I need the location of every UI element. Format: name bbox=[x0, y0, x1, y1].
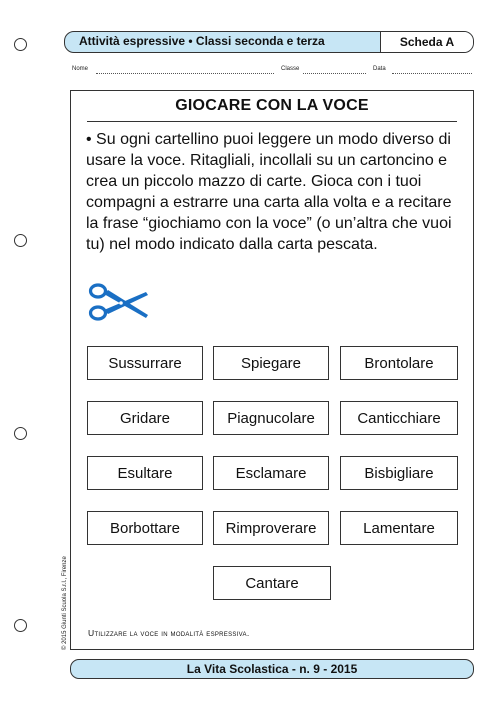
voice-card: Cantare bbox=[213, 566, 331, 600]
voice-card: Gridare bbox=[87, 401, 203, 435]
data-field[interactable] bbox=[392, 73, 472, 74]
voice-card: Spiegare bbox=[213, 346, 329, 380]
header-bar bbox=[64, 31, 474, 53]
scissors-icon bbox=[88, 282, 152, 324]
footer-bar: La Vita Scolastica - n. 9 - 2015 bbox=[70, 659, 474, 679]
header-title: Attività espressive • Classi seconda e terza bbox=[79, 34, 325, 48]
voice-card: Lamentare bbox=[340, 511, 458, 545]
voice-card: Brontolare bbox=[340, 346, 458, 380]
voice-card: Borbottare bbox=[87, 511, 203, 545]
classe-label: Classe bbox=[281, 66, 300, 72]
instructions-text: • Su ogni cartellino puoi leggere un modo diverso di usare la voce. Ritagliali, incollali su un cartoncino e crea un piccolo mazzo di carte. Gioca con i tuoi compagni a estrarre una carta alla volta e a recitare la frase “giochiamo con la voce” (o un’altra che vuoi tu) nel modo indicato dalla carta pescata. bbox=[86, 131, 452, 253]
copyright-text: © 2015 Giunti Scuola S.r.l., Firenze bbox=[62, 556, 68, 650]
binder-hole-4 bbox=[14, 619, 27, 632]
voice-card: Canticchiare bbox=[340, 401, 458, 435]
binder-hole-3 bbox=[14, 427, 27, 440]
voice-card: Esclamare bbox=[213, 456, 329, 490]
voice-card: Bisbigliare bbox=[340, 456, 458, 490]
voice-card: Esultare bbox=[87, 456, 203, 490]
binder-hole-2 bbox=[14, 234, 27, 247]
binder-hole-1 bbox=[14, 38, 27, 51]
voice-card: Rimproverare bbox=[213, 511, 329, 545]
nome-field[interactable] bbox=[96, 73, 274, 74]
voice-card: Piagnucolare bbox=[213, 401, 329, 435]
voice-card: Sussurrare bbox=[87, 346, 203, 380]
classe-field[interactable] bbox=[303, 73, 366, 74]
data-label: Data bbox=[373, 66, 386, 72]
title-divider bbox=[87, 121, 457, 122]
footer-note: Utilizzare la voce in modalità espressiva. bbox=[88, 628, 250, 638]
page-title: GIOCARE CON LA VOCE bbox=[175, 97, 369, 114]
scheda-label: Scheda A bbox=[380, 32, 473, 52]
nome-label: Nome bbox=[72, 66, 89, 72]
